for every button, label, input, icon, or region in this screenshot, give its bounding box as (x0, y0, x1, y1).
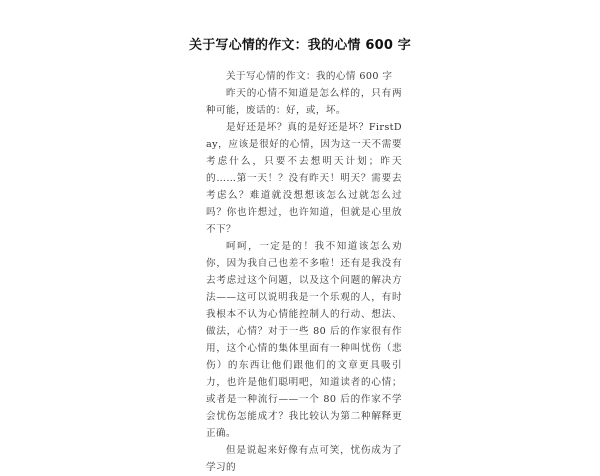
paragraph: 呵呵，一定是的！我不知道该怎么劝你，因为我自己也差不多啦！还有是我没有去考虑过这个问题，以及这个问题的解决方法——这可以说明我是一个乐观的人，有时我根本不认为心情能控制人的行动、想法、做法，心情？对于一些 80 后的作家很有作用，这个心情的集体里面有一种叫忧伤（悲伤）的东西让他们跟他们的文章更具吸引力，也许是他们聪明吧，知道读者的心情；或者是一种流行——一个 80 后的作家不学会忧伤怎能成才？我比较认为第二种解释更正确。 (206, 241, 402, 439)
document-title: 关于写心情的作文：我的心情 600 字 (189, 38, 411, 53)
paragraph: 但是说起来好像有点可笑，忧伤成为了学习的 (206, 445, 402, 473)
document-body (206, 68, 402, 476)
paragraph: 是好还是坏？真的是好还是坏？FirstDay，应该是很好的心情，因为这一天不需要考虑什么，只要不去想明天计划；昨天的……第一天！？没有昨天！明天？需要去考虑么？难道就没想想该怎么过就怎么过吗？你也许想过，也许知道，但就是心里放不下？ (206, 122, 402, 235)
paragraph: 昨天的心情不知道是怎么样的，只有两种可能，废话的：好，或，坏。 (206, 88, 402, 116)
paragraph: 关于写心情的作文：我的心情 600 字 (226, 71, 393, 82)
